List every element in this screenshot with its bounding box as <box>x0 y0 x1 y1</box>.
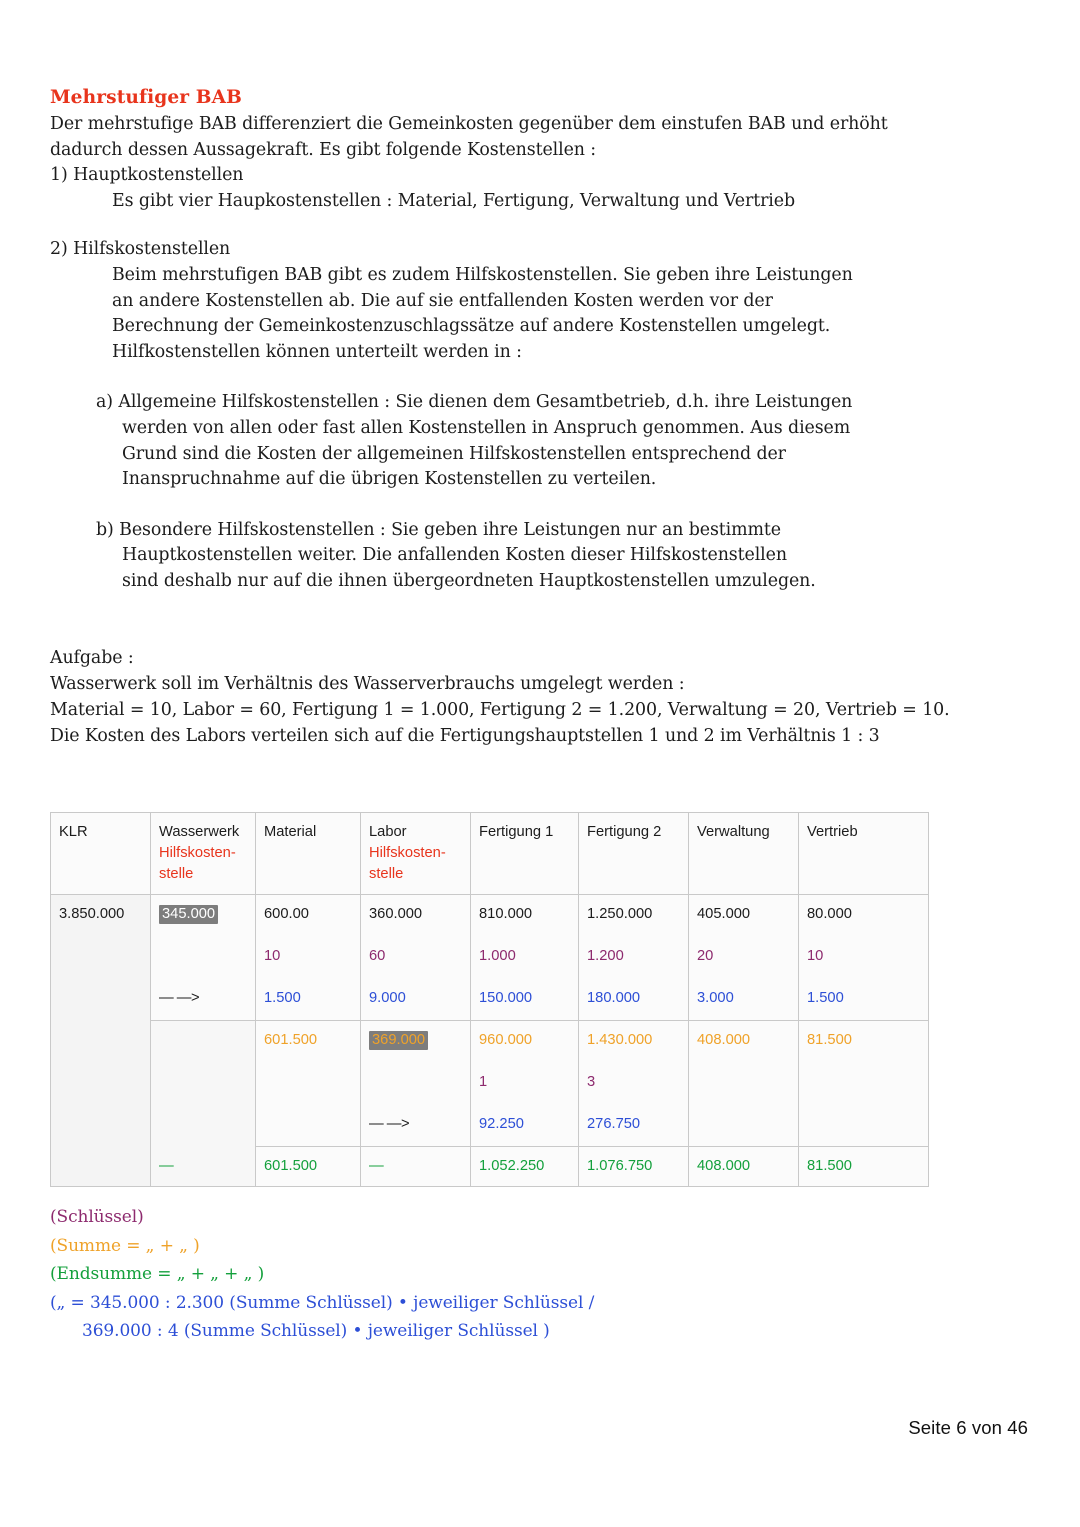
bab-table-wrapper <box>50 812 928 1187</box>
spacer <box>50 214 1015 237</box>
wasserwerk-highlight-line <box>159 904 248 946</box>
cell-fertigung1-base <box>471 895 579 1021</box>
page-footer: Seite 6 von 46 <box>908 1417 1028 1438</box>
vertrieb-umlage: 1.500 <box>807 990 844 1006</box>
header-sublabel-labor: Hilfskosten- stelle <box>369 845 446 882</box>
legend-formula-line-1: („ = 345.000 : 2.300 (Summe Schlüssel) • jeweiliger Schlüssel / <box>50 1292 595 1313</box>
header-label-labor: Labor <box>369 824 407 840</box>
task-line-3: Die Kosten des Labors verteilen sich auf die Fertigungshauptstellen 1 und 2 im Verhältnis 1 : 3 <box>50 726 880 746</box>
labor-umlage-arrow: — —> <box>369 1116 410 1132</box>
prose-block <box>50 84 1015 595</box>
spacer <box>50 365 1015 390</box>
fertigung2-umlage-2: 276.750 <box>587 1116 641 1132</box>
fertigung1-primaer: 810.000 <box>479 906 533 922</box>
section2-title: 2) Hilfskostenstellen <box>50 239 231 260</box>
vertrieb-schluessel: 10 <box>807 948 824 964</box>
header-cell-vertrieb <box>799 813 929 895</box>
material-primaer: 600.00 <box>264 906 309 922</box>
legend-formula-line-2: 369.000 : 4 (Summe Schlüssel) • jeweiliger Schlüssel ) <box>82 1321 550 1342</box>
task-line-2: Material = 10, Labor = 60, Fertigung 1 = 1.000, Fertigung 2 = 1.200, Verwaltung = 20, Vertrieb = 10. <box>50 700 950 720</box>
section2-body-3: Berechnung der Gemeinkostenzuschlagssätze auf andere Kostenstellen umgelegt. <box>112 316 831 337</box>
intro-line-1: Der mehrstufige BAB differenziert die Gemeinkosten gegenüber dem einstufen BAB und erhöht <box>50 114 888 134</box>
section2-body-4: Hilfkostenstellen können unterteilt werden in : <box>112 341 522 362</box>
vertrieb-summe: 81.500 <box>807 1032 852 1048</box>
labor-summe-highlighted: 369.000 <box>369 1031 428 1050</box>
cell-fertigung2-base <box>579 895 689 1021</box>
table-row-primaerkosten <box>51 895 929 1021</box>
cell-fertigung2-summe <box>579 1021 689 1147</box>
header-label-material: Material <box>264 824 317 840</box>
labor-umlage: 9.000 <box>369 990 406 1006</box>
cell-material-base <box>256 895 361 1021</box>
fertigung2-schluessel-2: 3 <box>587 1074 596 1090</box>
header-cell-labor <box>361 813 471 895</box>
spacer <box>369 1072 463 1114</box>
cell-klr-total <box>51 895 151 1187</box>
spacer <box>50 493 1015 518</box>
header-row <box>51 813 929 895</box>
spacer <box>159 946 248 988</box>
section1-title: 1) Hauptkostenstellen <box>50 165 244 186</box>
bab-table <box>50 812 929 1187</box>
header-cell-fertigung-2 <box>579 813 689 895</box>
header-label-fertigung-2: Fertigung 2 <box>587 824 662 840</box>
header-label-fertigung-1: Fertigung 1 <box>479 824 554 840</box>
labor-highlight-line <box>369 1030 463 1072</box>
cell-material-endsumme <box>256 1146 361 1187</box>
labor-schluessel: 60 <box>369 948 386 964</box>
vertrieb-endsumme: 81.500 <box>807 1157 852 1174</box>
material-endsumme: 601.500 <box>264 1157 318 1174</box>
material-summe: 601.500 <box>264 1032 318 1048</box>
cell-labor-base <box>361 895 471 1021</box>
klr-total-value: 3.850.000 <box>59 906 125 922</box>
header-label-vertrieb: Vertrieb <box>807 824 858 840</box>
wasserwerk-umlage-arrow: — —> <box>159 990 200 1006</box>
labor-primaer: 360.000 <box>369 906 423 922</box>
spacer <box>159 1114 248 1156</box>
verwaltung-umlage: 3.000 <box>697 990 734 1006</box>
fertigung2-umlage: 180.000 <box>587 990 641 1006</box>
verwaltung-schluessel: 20 <box>697 948 714 964</box>
sub-b-line-2: Hauptkostenstellen weiter. Die anfallenden Kosten dieser Hilfskostenstellen <box>122 545 787 566</box>
cell-material-summe <box>256 1021 361 1147</box>
section1-body: Es gibt vier Haupkostenstellen : Material, Fertigung, Verwaltung und Vertrieb <box>112 190 795 211</box>
cell-fertigung1-summe <box>471 1021 579 1147</box>
cell-fertigung1-endsumme <box>471 1146 579 1187</box>
task-label: Aufgabe : <box>50 648 134 668</box>
material-umlage: 1.500 <box>264 990 301 1006</box>
fertigung1-endsumme: 1.052.250 <box>479 1157 545 1174</box>
fertigung2-summe: 1.430.000 <box>587 1032 653 1048</box>
fertigung1-umlage: 150.000 <box>479 990 533 1006</box>
spacer <box>159 1072 248 1114</box>
verwaltung-primaer: 405.000 <box>697 906 751 922</box>
fertigung2-schluessel: 1.200 <box>587 948 624 964</box>
wasserwerk-value-highlighted: 345.000 <box>159 905 218 924</box>
fertigung1-umlage-2: 92.250 <box>479 1116 524 1132</box>
verwaltung-summe: 408.000 <box>697 1032 751 1048</box>
cell-vertrieb-base <box>799 895 929 1021</box>
sub-b-line-3: sind deshalb nur auf die ihnen übergeordneten Hauptkostenstellen umzulegen. <box>122 570 816 591</box>
header-cell-fertigung-1 <box>471 813 579 895</box>
labor-endsumme: — <box>369 1157 384 1174</box>
cell-labor-summe <box>361 1021 471 1147</box>
fertigung2-endsumme: 1.076.750 <box>587 1157 653 1174</box>
wasserwerk-endsumme-dash: — <box>159 1158 174 1174</box>
legend-schluessel: (Schlüssel) <box>50 1207 144 1227</box>
cell-verwaltung-endsumme <box>689 1146 799 1187</box>
task-line-1: Wasserwerk soll im Verhältnis des Wasserverbrauchs umgelegt werden : <box>50 674 685 694</box>
cell-labor-endsumme <box>361 1146 471 1187</box>
legend-summe: (Summe = „ + „ ) <box>50 1235 200 1256</box>
header-cell-wasserwerk <box>151 813 256 895</box>
sub-a-line-1: a) Allgemeine Hilfskostenstellen : Sie dienen dem Gesamtbetrieb, d.h. ihre Leistungen <box>96 392 853 413</box>
cell-verwaltung-summe <box>689 1021 799 1147</box>
header-cell-material <box>256 813 361 895</box>
sub-a-line-4: Inanspruchnahme auf die übrigen Kostenstellen zu verteilen. <box>122 469 657 490</box>
section2-body-1: Beim mehrstufigen BAB gibt es zudem Hilfskostenstellen. Sie geben ihre Leistungen <box>112 264 853 285</box>
cell-verwaltung-base <box>689 895 799 1021</box>
sub-b-line-1: b) Besondere Hilfskostenstellen : Sie geben ihre Leistungen nur an bestimmte <box>96 519 782 540</box>
cell-fertigung2-endsumme <box>579 1146 689 1187</box>
table-row-summe <box>51 1021 929 1147</box>
header-sublabel-wasserwerk: Hilfskosten- stelle <box>159 845 236 882</box>
table-header <box>51 813 929 895</box>
sub-a-line-2: werden von allen oder fast allen Kostenstellen in Anspruch genommen. Aus diesem <box>122 417 851 438</box>
section2-body-2: an andere Kostenstellen ab. Die auf sie entfallenden Kosten werden vor der <box>112 290 773 311</box>
spacer <box>159 1030 248 1072</box>
header-label-wasserwerk: Wasserwerk <box>159 824 240 840</box>
cell-wasserwerk-end <box>151 1021 256 1187</box>
cell-wasserwerk-base <box>151 895 256 1021</box>
legend-block <box>50 1203 1010 1346</box>
legend-endsumme: (Endsumme = „ + „ + „ ) <box>50 1264 265 1285</box>
task-block <box>50 645 1015 749</box>
fertigung1-schluessel-2: 1 <box>479 1074 488 1090</box>
cell-vertrieb-summe <box>799 1021 929 1147</box>
vertrieb-primaer: 80.000 <box>807 906 852 922</box>
fertigung1-schluessel: 1.000 <box>479 948 516 964</box>
verwaltung-endsumme: 408.000 <box>697 1157 751 1174</box>
page-title: Mehrstufiger BAB <box>50 87 242 108</box>
table-body <box>51 895 929 1187</box>
header-cell-verwaltung <box>689 813 799 895</box>
sub-a-line-3: Grund sind die Kosten der allgemeinen Hilfskostenstellen entsprechend der <box>122 443 786 464</box>
material-schluessel: 10 <box>264 948 281 964</box>
header-label-verwaltung: Verwaltung <box>697 824 770 840</box>
header-cell-klr <box>51 813 151 895</box>
fertigung2-primaer: 1.250.000 <box>587 906 653 922</box>
intro-line-2: dadurch dessen Aussagekraft. Es gibt folgende Kostenstellen : <box>50 139 597 160</box>
fertigung1-summe: 960.000 <box>479 1032 533 1048</box>
cell-vertrieb-endsumme <box>799 1146 929 1187</box>
header-label-klr: KLR <box>59 824 88 840</box>
